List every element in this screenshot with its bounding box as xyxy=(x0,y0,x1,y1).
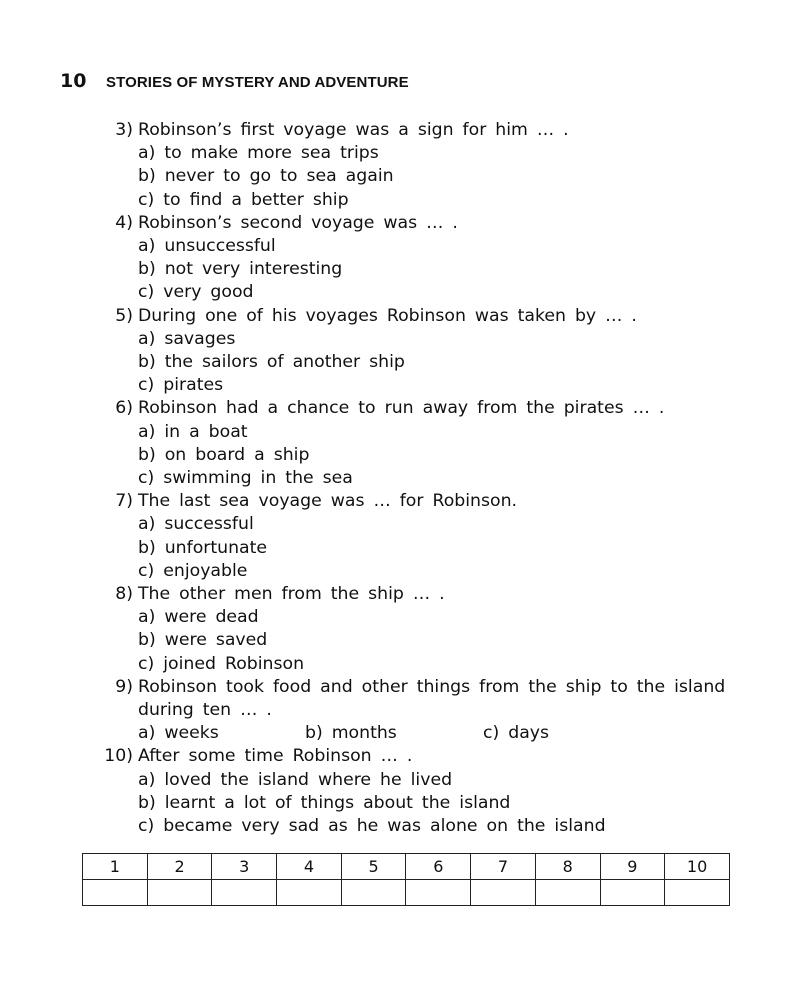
question-4 xyxy=(95,212,735,305)
question-3 xyxy=(95,119,735,212)
option-a: a) to make more sea trips xyxy=(138,143,379,164)
page-number: 10 xyxy=(60,70,87,92)
option-b: b) learnt a lot of things about the island xyxy=(138,792,511,813)
answer-cell[interactable] xyxy=(535,880,600,906)
option-b: b) never to go to sea again xyxy=(138,166,394,187)
question-number: 6) xyxy=(115,398,133,419)
option-b: b) not very interesting xyxy=(138,259,343,280)
answer-cell[interactable] xyxy=(83,880,148,906)
question-number: 3) xyxy=(115,120,133,140)
answer-cell[interactable] xyxy=(406,880,471,906)
question-number: 4) xyxy=(115,212,133,233)
answer-table-header: 1 xyxy=(83,854,148,880)
option-c: c) became very sad as he was alone on the island xyxy=(138,816,606,837)
option-b: b) were saved xyxy=(138,630,268,651)
question-number: 9) xyxy=(115,676,133,697)
option-a: a) successful xyxy=(138,514,254,535)
question-text: Robinson’s second voyage was … . xyxy=(138,212,458,233)
question-text: Robinson took food and other things from the ship to the island during ten … . xyxy=(138,676,726,721)
option-b: b) on board a ship xyxy=(138,444,310,465)
question-list xyxy=(95,119,735,838)
option-c: c) very good xyxy=(138,282,254,303)
option-c: c) enjoyable xyxy=(138,560,248,581)
answer-table xyxy=(82,853,730,906)
answer-table-header: 2 xyxy=(147,854,212,880)
answer-cell[interactable] xyxy=(147,880,212,906)
question-text: The last sea voyage was … for Robinson. xyxy=(138,491,518,512)
answer-cell[interactable] xyxy=(277,880,342,906)
option-c: c) swimming in the sea xyxy=(138,468,353,489)
answer-table-header: 4 xyxy=(277,854,342,880)
question-number: 10) xyxy=(104,746,133,767)
option-b: b) months xyxy=(305,723,397,744)
option-a: a) in a boat xyxy=(138,421,248,442)
option-c: c) to find a better ship xyxy=(138,189,349,210)
answer-table-header: 10 xyxy=(665,854,730,880)
question-text: The other men from the ship … . xyxy=(138,584,445,605)
option-a: a) weeks xyxy=(138,723,219,744)
option-row xyxy=(138,722,735,745)
option-c: c) days xyxy=(483,723,550,744)
option-a: a) unsuccessful xyxy=(138,236,276,257)
answer-table-header: 7 xyxy=(471,854,536,880)
answer-table-header: 9 xyxy=(600,854,665,880)
question-text: During one of his voyages Robinson was taken by … . xyxy=(138,305,637,326)
question-number: 7) xyxy=(115,491,133,512)
answer-table-answer-row xyxy=(83,880,730,906)
question-number: 8) xyxy=(115,584,133,605)
answer-table-header: 8 xyxy=(535,854,600,880)
answer-cell[interactable] xyxy=(665,880,730,906)
answer-cell[interactable] xyxy=(341,880,406,906)
page-header xyxy=(60,70,409,92)
question-text: Robinson’s first voyage was a sign for him … . xyxy=(138,120,569,140)
question-number: 5) xyxy=(115,305,133,326)
running-head: STORIES OF MYSTERY AND ADVENTURE xyxy=(106,74,409,91)
answer-cell[interactable] xyxy=(600,880,665,906)
question-5 xyxy=(95,305,735,398)
question-10 xyxy=(95,745,735,838)
question-6 xyxy=(95,397,735,490)
option-c: c) pirates xyxy=(138,375,224,396)
option-a: a) savages xyxy=(138,328,236,349)
option-b: b) the sailors of another ship xyxy=(138,352,405,373)
answer-table-header: 5 xyxy=(341,854,406,880)
question-8 xyxy=(95,583,735,676)
answer-cell[interactable] xyxy=(471,880,536,906)
question-text: Robinson had a chance to run away from the pirates … . xyxy=(138,398,665,419)
option-c: c) joined Robinson xyxy=(138,653,305,674)
answer-table-header: 3 xyxy=(212,854,277,880)
option-a: a) loved the island where he lived xyxy=(138,769,453,790)
option-b: b) unfortunate xyxy=(138,537,268,558)
answer-table-header-row xyxy=(83,854,730,880)
option-a: a) were dead xyxy=(138,607,259,628)
answer-table-header: 6 xyxy=(406,854,471,880)
question-7 xyxy=(95,490,735,583)
answer-cell[interactable] xyxy=(212,880,277,906)
question-text: After some time Robinson … . xyxy=(138,746,413,767)
question-9 xyxy=(95,676,735,746)
